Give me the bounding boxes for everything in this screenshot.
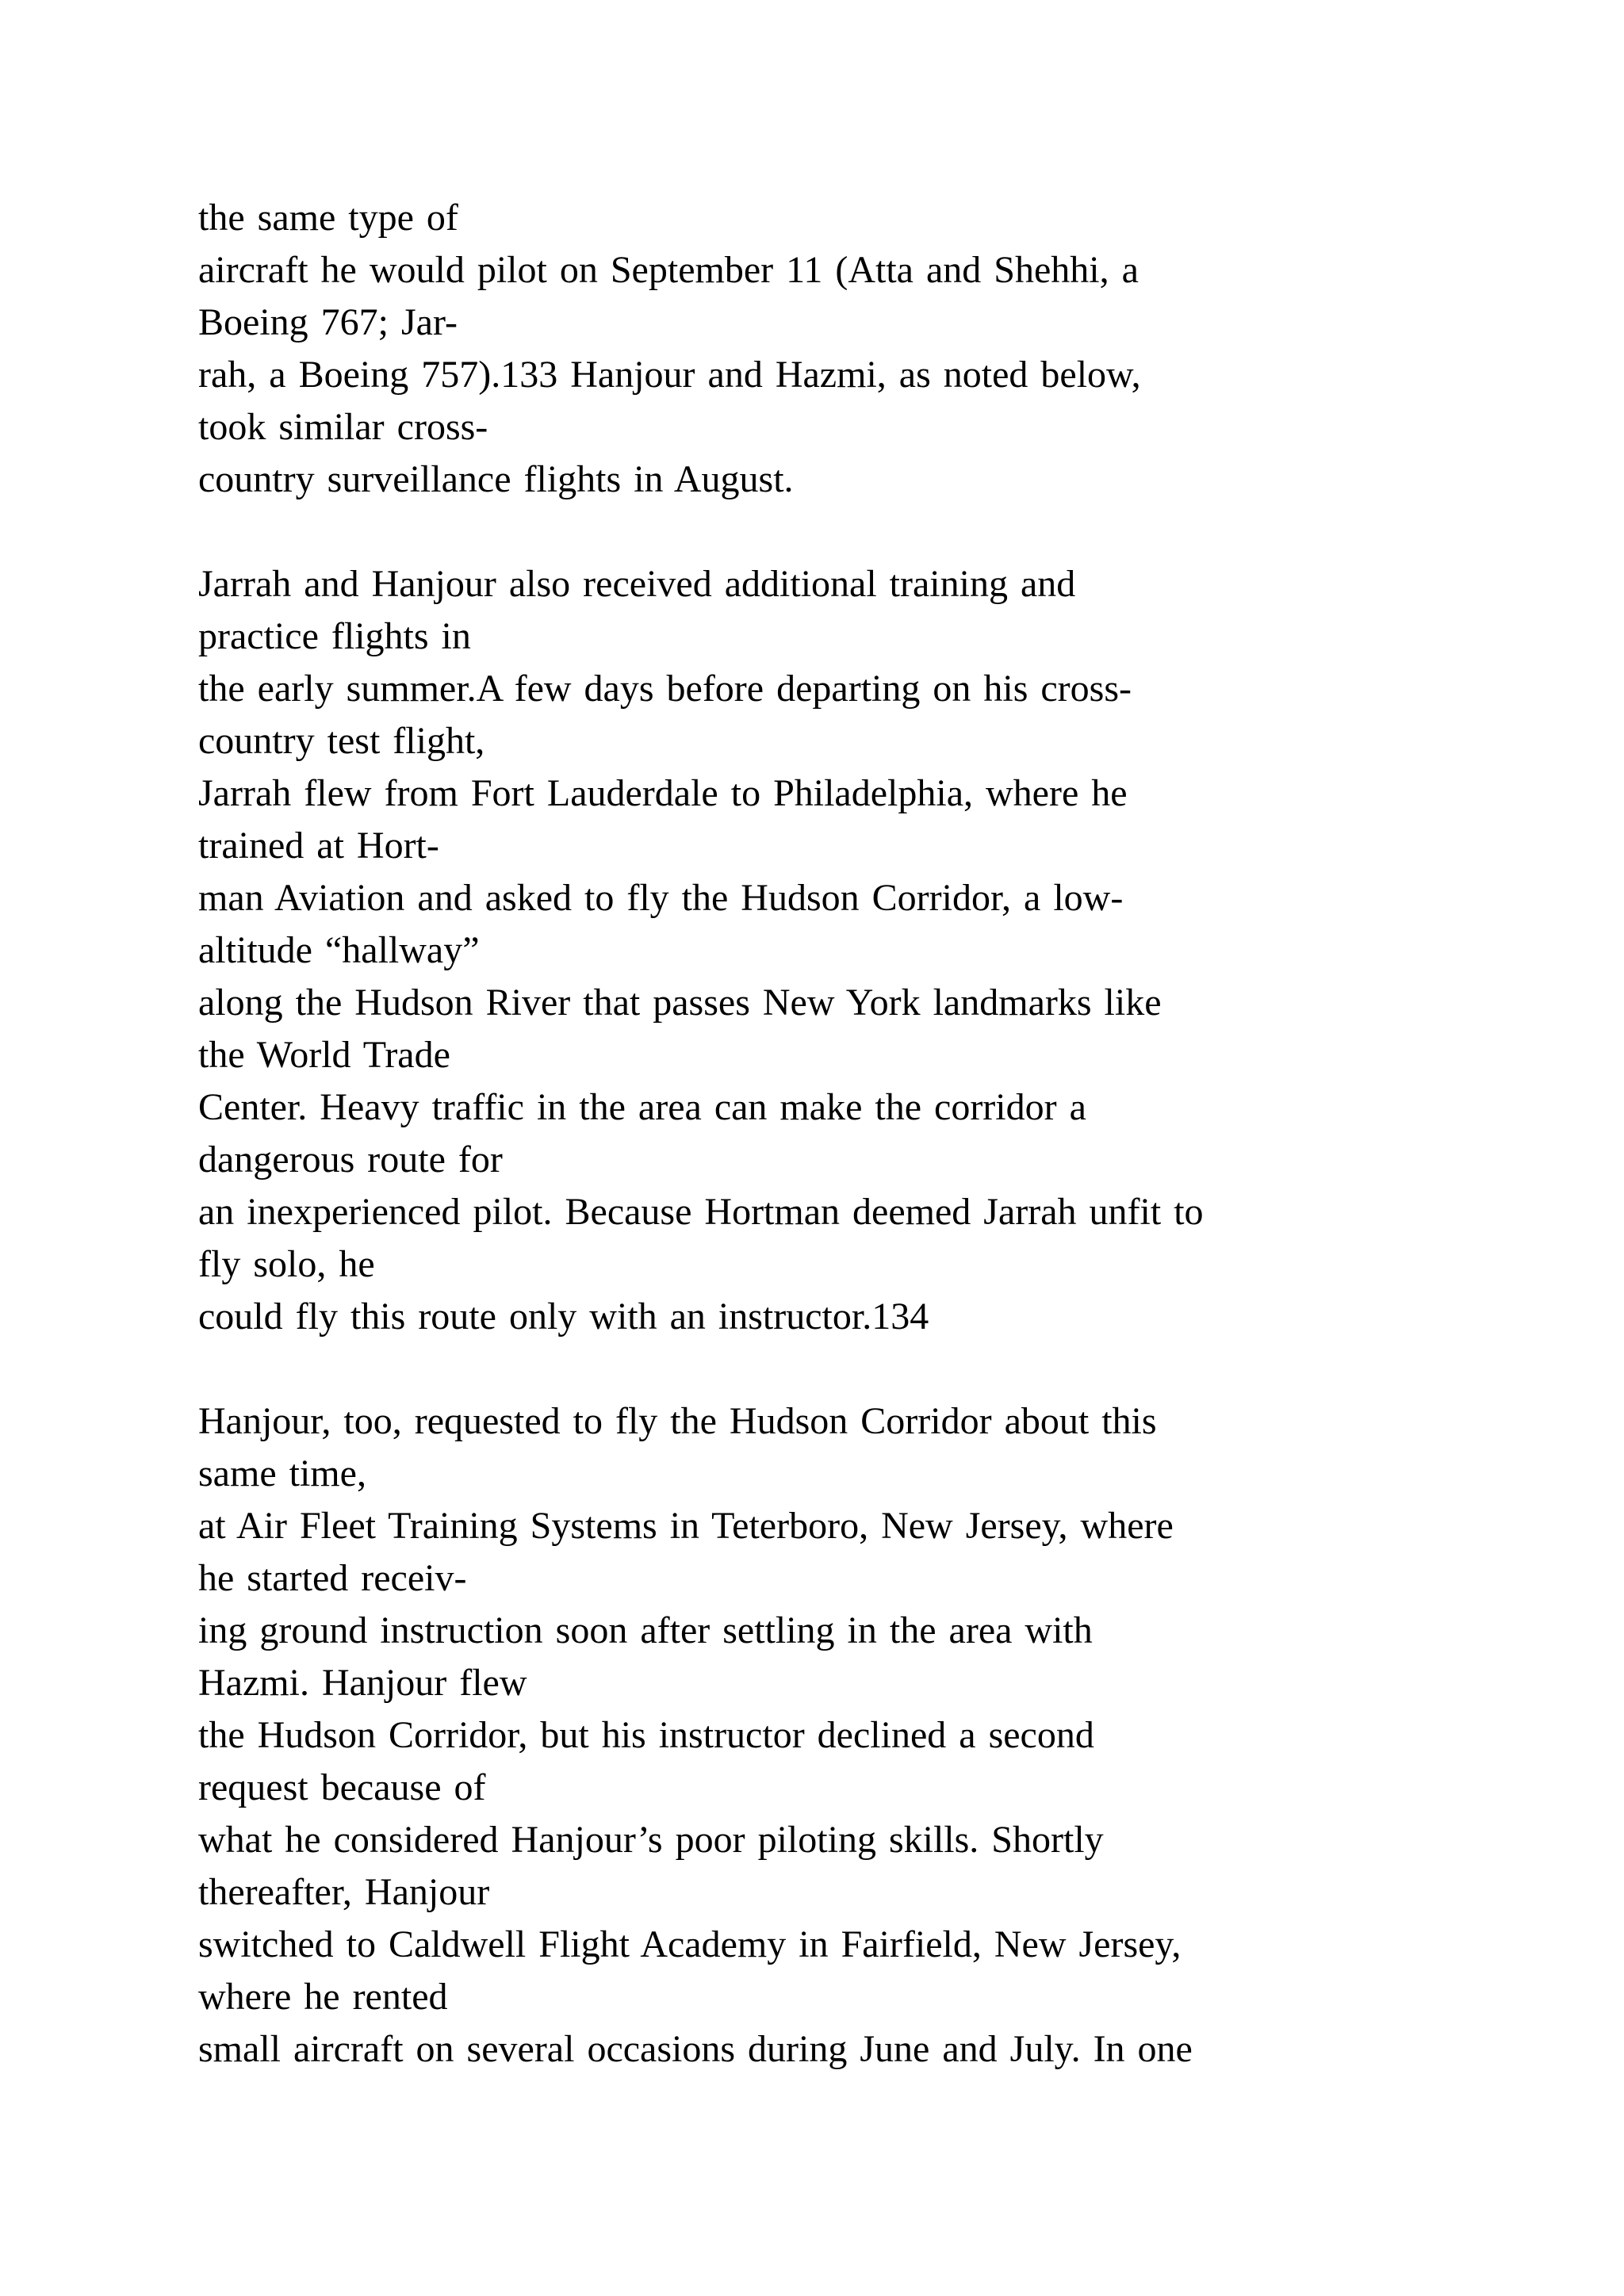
text-line: thereafter, Hanjour bbox=[198, 1871, 490, 1913]
text-line: ing ground instruction soon after settling in the area with bbox=[198, 1609, 1093, 1651]
text-line: the early summer.A few days before departing on his cross- bbox=[198, 668, 1132, 710]
paragraph-1 bbox=[198, 192, 1499, 506]
text-line: Hazmi. Hanjour flew bbox=[198, 1662, 527, 1704]
paragraph-2 bbox=[198, 558, 1499, 1343]
text-line: what he considered Hanjour’s poor piloting skills. Shortly bbox=[198, 1819, 1104, 1861]
text-line: switched to Caldwell Flight Academy in Fairfield, New Jersey, bbox=[198, 1923, 1182, 1965]
text-line: took similar cross- bbox=[198, 406, 488, 448]
text-line: along the Hudson River that passes New York landmarks like bbox=[198, 982, 1162, 1024]
text-line: Hanjour, too, requested to fly the Hudson Corridor about this bbox=[198, 1400, 1157, 1442]
text-line: could fly this route only with an instructor.134 bbox=[198, 1295, 929, 1337]
body-text bbox=[198, 192, 1499, 2128]
text-line: same time, bbox=[198, 1452, 366, 1494]
text-line: an inexperienced pilot. Because Hortman deemed Jarrah unfit to bbox=[198, 1191, 1204, 1233]
text-line: at Air Fleet Training Systems in Teterboro, New Jersey, where bbox=[198, 1505, 1174, 1547]
text-line: trained at Hort- bbox=[198, 825, 439, 867]
text-line: dangerous route for bbox=[198, 1138, 503, 1181]
text-line: he started receiv- bbox=[198, 1557, 467, 1599]
text-line: the World Trade bbox=[198, 1034, 450, 1076]
text-line: country surveillance flights in August. bbox=[198, 458, 794, 500]
text-line: fly solo, he bbox=[198, 1243, 375, 1285]
text-line: where he rented bbox=[198, 1976, 448, 2018]
text-line: altitude “hallway” bbox=[198, 929, 480, 971]
text-line: Center. Heavy traffic in the area can make the corridor a bbox=[198, 1086, 1086, 1128]
text-line: the Hudson Corridor, but his instructor declined a second bbox=[198, 1714, 1094, 1756]
paragraph-3 bbox=[198, 1395, 1499, 2076]
text-line: Boeing 767; Jar- bbox=[198, 301, 458, 343]
text-line: Jarrah flew from Fort Lauderdale to Philadelphia, where he bbox=[198, 772, 1128, 814]
text-line: aircraft he would pilot on September 11 (Atta and Shehhi, a bbox=[198, 249, 1139, 291]
text-line: country test flight, bbox=[198, 720, 485, 762]
text-line: rah, a Boeing 757).133 Hanjour and Hazmi, as noted below, bbox=[198, 354, 1141, 396]
text-line: request because of bbox=[198, 1766, 486, 1808]
text-line: practice flights in bbox=[198, 615, 471, 657]
text-line: small aircraft on several occasions during June and July. In one bbox=[198, 2028, 1193, 2070]
text-line: Jarrah and Hanjour also received additional training and bbox=[198, 563, 1076, 605]
text-line: the same type of bbox=[198, 197, 458, 239]
text-line: man Aviation and asked to fly the Hudson Corridor, a low- bbox=[198, 877, 1124, 919]
